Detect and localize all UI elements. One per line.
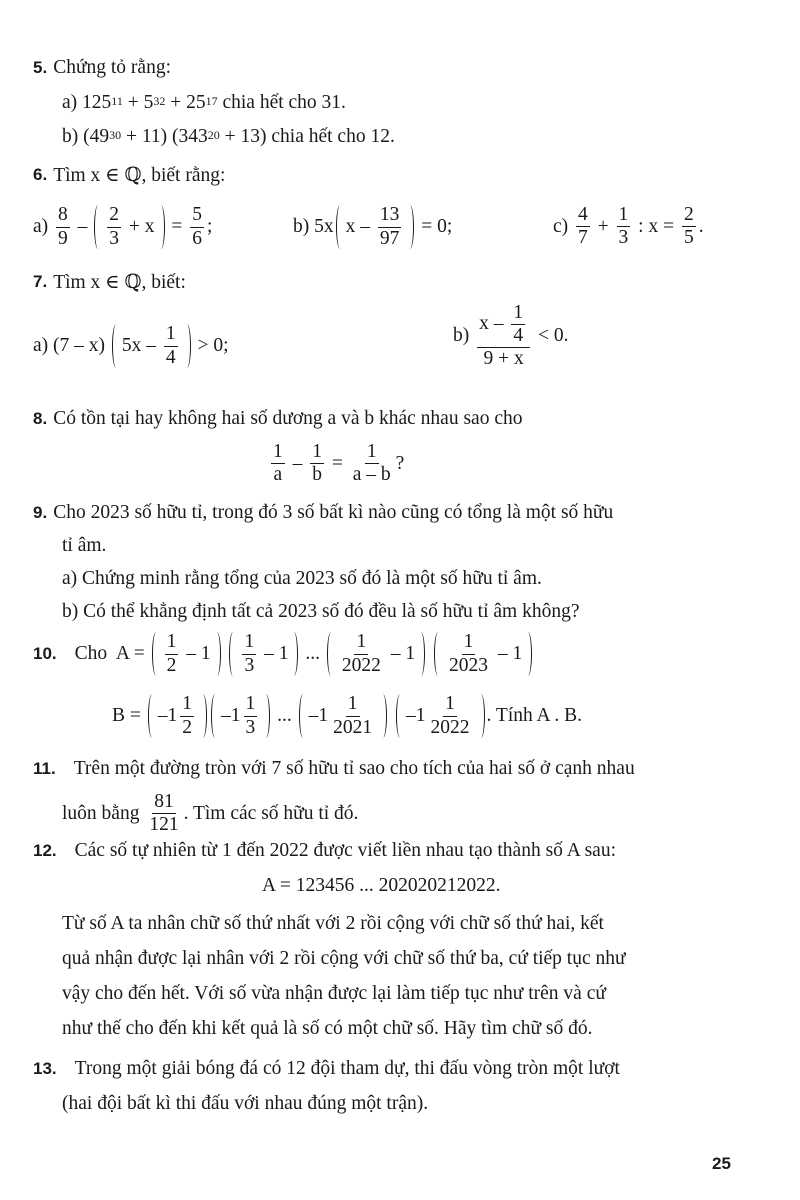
math-text: 2 bbox=[182, 716, 193, 738]
exponent: 11 bbox=[111, 93, 123, 108]
math-text: 5 bbox=[683, 227, 694, 249]
right-paren bbox=[213, 632, 221, 676]
math-text: Từ số A ta nhân chữ số thứ nhất với 2 rồi cộng với chữ số thứ hai, kết bbox=[62, 913, 604, 934]
denominator bbox=[242, 655, 256, 676]
math-text: 5x – bbox=[121, 335, 161, 356]
math-text: 4 bbox=[578, 204, 588, 225]
math-text: 6 bbox=[192, 227, 203, 249]
fraction bbox=[378, 205, 402, 249]
math-text: a – b bbox=[352, 464, 391, 486]
math-text: 3 bbox=[618, 227, 629, 249]
denominator bbox=[164, 347, 178, 368]
numerator bbox=[242, 632, 256, 654]
numerator bbox=[346, 694, 360, 716]
math-text: + 5 bbox=[122, 92, 154, 113]
p9-b bbox=[62, 601, 579, 623]
math-text: 1 bbox=[273, 441, 283, 462]
math-text: chia hết cho 31. bbox=[217, 92, 346, 113]
math-text: + 11) (343 bbox=[121, 126, 208, 147]
p12-line5 bbox=[62, 983, 606, 1005]
numerator bbox=[164, 324, 178, 346]
fraction bbox=[351, 442, 393, 486]
right-paren bbox=[477, 694, 485, 738]
p13-line2 bbox=[62, 1093, 428, 1115]
numerator bbox=[378, 205, 402, 227]
math-text: 1 bbox=[165, 323, 176, 345]
math-text: 97 bbox=[379, 227, 400, 249]
numerator bbox=[180, 694, 194, 716]
denominator bbox=[331, 717, 374, 738]
paren-content bbox=[406, 694, 475, 738]
math-text: 1 bbox=[166, 631, 177, 653]
numerator bbox=[310, 442, 324, 464]
math-text bbox=[223, 643, 228, 665]
p12-line2 bbox=[262, 875, 501, 897]
numerator bbox=[365, 442, 379, 464]
math-text: ? bbox=[395, 452, 405, 474]
p6-c bbox=[553, 205, 704, 249]
math-text: 1 bbox=[513, 301, 524, 323]
denominator bbox=[107, 228, 121, 249]
numerator bbox=[477, 303, 530, 349]
math-text: –1 bbox=[221, 705, 241, 726]
math-text: – 1 bbox=[181, 643, 211, 664]
math-text: 81 bbox=[154, 791, 174, 812]
math-text: a bbox=[273, 464, 283, 486]
right-paren bbox=[290, 632, 298, 676]
fraction bbox=[340, 632, 383, 676]
right-paren bbox=[262, 694, 270, 738]
fraction bbox=[242, 632, 256, 676]
math-text: ... bbox=[272, 705, 297, 726]
p12-line1 bbox=[33, 840, 616, 862]
math-text: b) 5x bbox=[293, 216, 334, 237]
denominator bbox=[165, 655, 179, 676]
math-text: 2 bbox=[109, 204, 120, 226]
math-text: –1 bbox=[157, 705, 178, 726]
denominator bbox=[378, 228, 402, 249]
math-text: Tìm x ∈ ℚ, biết: bbox=[53, 272, 186, 293]
math-text: 8 bbox=[58, 204, 68, 226]
math-text: + x bbox=[124, 216, 155, 237]
fraction bbox=[511, 303, 525, 347]
p5-title bbox=[33, 57, 171, 79]
problem-number: 8. bbox=[33, 409, 48, 428]
parenthesized-group bbox=[336, 205, 415, 249]
math-text: 1 bbox=[312, 441, 322, 462]
math-text: – 1 bbox=[385, 643, 416, 664]
paren-content bbox=[337, 632, 415, 676]
exponent: 32 bbox=[153, 93, 166, 108]
parenthesized-group bbox=[299, 694, 388, 738]
math-text: B = bbox=[112, 705, 146, 726]
left-paren bbox=[152, 632, 160, 676]
left-paren bbox=[336, 205, 344, 249]
math-text: 2021 bbox=[333, 716, 373, 738]
denominator bbox=[180, 717, 194, 738]
math-text: b bbox=[312, 464, 322, 486]
math-text: + bbox=[592, 215, 614, 237]
denominator bbox=[576, 227, 590, 248]
fraction bbox=[331, 694, 374, 738]
fraction bbox=[310, 442, 324, 486]
math-text: 2023 bbox=[448, 654, 488, 676]
paren-content bbox=[221, 694, 260, 738]
math-text: + 13) chia hết cho 12. bbox=[219, 126, 395, 147]
fraction bbox=[56, 205, 70, 249]
exponent: 30 bbox=[109, 127, 122, 142]
right-paren bbox=[199, 694, 207, 738]
right-paren bbox=[157, 205, 165, 249]
exponent: 20 bbox=[207, 127, 220, 142]
parenthesized-group bbox=[148, 694, 207, 738]
denominator bbox=[351, 464, 393, 485]
paren-content bbox=[162, 632, 211, 676]
math-text: Chứng tỏ rằng: bbox=[53, 57, 171, 78]
math-text: a) Chứng minh rằng tổng của 2023 số đó là một số hữu tỉ âm. bbox=[62, 568, 542, 589]
math-text: –1 bbox=[308, 705, 329, 726]
left-paren bbox=[396, 694, 404, 738]
p12-line3 bbox=[62, 913, 604, 935]
math-text: Các số tự nhiên từ 1 đến 2022 được viết liền nhau tạo thành số A sau: bbox=[74, 840, 616, 861]
numerator bbox=[190, 205, 204, 227]
paren-content bbox=[239, 632, 288, 676]
fraction bbox=[165, 632, 179, 676]
p6-a bbox=[33, 205, 212, 249]
p8-eq bbox=[268, 442, 404, 486]
problem-number: 13. bbox=[33, 1059, 57, 1078]
left-paren bbox=[229, 632, 237, 676]
math-text: 2022 bbox=[341, 654, 381, 676]
math-text: ; bbox=[207, 216, 213, 237]
math-text: 3 bbox=[245, 716, 256, 738]
right-paren bbox=[524, 632, 532, 676]
numerator bbox=[443, 694, 457, 716]
problem-number: 11. bbox=[33, 759, 56, 778]
math-text: : x = bbox=[633, 215, 679, 237]
p9-line1 bbox=[33, 502, 613, 524]
math-text: x – bbox=[345, 216, 375, 237]
math-text: 1 bbox=[463, 631, 474, 653]
p13-line1 bbox=[33, 1058, 620, 1080]
math-text: tỉ âm. bbox=[62, 535, 107, 556]
p11-line2 bbox=[62, 792, 358, 836]
fraction bbox=[477, 303, 530, 370]
math-text: Trong một giải bóng đá có 12 đội tham dự, thi đấu vòng tròn một lượt bbox=[74, 1058, 620, 1079]
p7-b bbox=[453, 303, 569, 370]
math-text: Cho 2023 số hữu tỉ, trong đó 3 số bất kì nào cũng có tổng là một số hữu bbox=[53, 502, 614, 523]
parenthesized-group bbox=[327, 632, 425, 676]
math-text: a) bbox=[33, 216, 54, 237]
right-paren bbox=[417, 632, 425, 676]
numerator bbox=[152, 792, 176, 814]
math-text: quả nhận được lại nhân với 2 rồi cộng với chữ số thứ ba, cứ tiếp tục như bbox=[62, 948, 626, 969]
numerator bbox=[617, 205, 631, 227]
numerator bbox=[244, 694, 258, 716]
p12-line6 bbox=[62, 1018, 593, 1040]
fraction bbox=[447, 632, 490, 676]
math-text: 2 bbox=[683, 204, 694, 225]
problem-number: 10. bbox=[33, 644, 57, 663]
fraction bbox=[190, 205, 204, 249]
math-text: = bbox=[327, 452, 348, 474]
problem-number: 5. bbox=[33, 58, 48, 77]
math-text: – bbox=[287, 452, 308, 474]
math-text: = 0; bbox=[416, 216, 453, 237]
math-text: 2 bbox=[166, 654, 177, 676]
p6-b bbox=[293, 205, 452, 249]
numerator bbox=[511, 303, 525, 325]
math-text: 1 bbox=[244, 631, 255, 653]
problem-number: 7. bbox=[33, 272, 48, 291]
math-text: Tìm x ∈ ℚ, biết rằng: bbox=[53, 165, 226, 186]
denominator bbox=[147, 814, 180, 835]
fraction bbox=[576, 205, 590, 249]
math-text: > 0; bbox=[192, 335, 229, 356]
math-text: . Tìm các số hữu tỉ đó. bbox=[183, 802, 359, 824]
numerator bbox=[56, 205, 70, 227]
paren-content bbox=[309, 694, 378, 738]
math-text: –1 bbox=[406, 705, 426, 726]
denominator bbox=[511, 325, 525, 346]
p10-A bbox=[33, 632, 534, 676]
math-text: 5 bbox=[192, 204, 203, 226]
math-text: 121 bbox=[149, 814, 179, 836]
left-paren bbox=[148, 694, 156, 738]
parenthesized-group bbox=[229, 632, 298, 676]
math-text: 1 bbox=[366, 441, 377, 462]
math-text: 7 bbox=[578, 227, 588, 249]
fraction bbox=[617, 205, 631, 249]
math-text: như thế cho đến khi kết quả là số có một chữ số. Hãy tìm chữ số đó. bbox=[62, 1018, 593, 1039]
math-text: (hai đội bất kì thi đấu với nhau đúng một trận). bbox=[62, 1093, 429, 1114]
problem-number: 12. bbox=[33, 841, 57, 860]
denominator bbox=[272, 464, 285, 485]
p7-a bbox=[33, 324, 229, 368]
fraction bbox=[147, 792, 180, 836]
paren-content bbox=[104, 205, 154, 249]
denominator bbox=[56, 228, 70, 249]
paren-content bbox=[346, 205, 405, 249]
p5-b bbox=[62, 126, 395, 148]
fraction bbox=[682, 205, 696, 249]
math-text: vậy cho đến hết. Với số vừa nhận được lại làm tiếp tục như trên và cứ bbox=[62, 983, 606, 1004]
math-text: 1 bbox=[347, 693, 358, 715]
math-text: 3 bbox=[109, 227, 120, 249]
fraction bbox=[164, 324, 178, 368]
right-paren bbox=[183, 324, 191, 368]
denominator bbox=[447, 655, 490, 676]
left-paren bbox=[211, 694, 219, 738]
math-text: . Tính A . B. bbox=[486, 705, 583, 726]
page-number: 25 bbox=[712, 1154, 731, 1173]
parenthesized-group bbox=[396, 694, 485, 738]
fraction bbox=[244, 694, 258, 738]
parenthesized-group bbox=[211, 694, 270, 738]
left-paren bbox=[112, 324, 120, 368]
denominator bbox=[310, 464, 324, 485]
problem-number: 9. bbox=[33, 503, 48, 522]
fraction bbox=[107, 205, 121, 249]
denominator bbox=[682, 227, 696, 248]
math-text: A = 123456 ... 202020212022. bbox=[262, 875, 501, 896]
math-text: 1 bbox=[356, 631, 367, 653]
math-text: 3 bbox=[244, 654, 255, 676]
math-text bbox=[389, 705, 394, 727]
math-text: b) bbox=[453, 325, 475, 347]
math-text: 1 bbox=[245, 693, 256, 715]
left-paren bbox=[299, 694, 307, 738]
math-text: a) (7 – x) bbox=[33, 335, 110, 356]
math-text: 2022 bbox=[430, 716, 470, 738]
exponent: 17 bbox=[205, 93, 218, 108]
problem-number: 6. bbox=[33, 165, 48, 184]
numerator bbox=[107, 205, 121, 227]
math-text: 1 bbox=[445, 693, 455, 715]
p8-title bbox=[33, 408, 522, 430]
p9-line2 bbox=[62, 535, 106, 557]
denominator bbox=[482, 348, 526, 369]
numerator bbox=[462, 632, 476, 654]
right-paren bbox=[406, 205, 414, 249]
math-text: – bbox=[72, 216, 93, 237]
math-text: Trên một đường tròn với 7 số hữu tỉ sao cho tích của hai số ở cạnh nhau bbox=[73, 758, 635, 779]
math-text: x – bbox=[479, 313, 509, 335]
paren-content bbox=[158, 694, 197, 738]
math-text: < 0. bbox=[533, 325, 569, 347]
math-text: 13 bbox=[379, 204, 400, 226]
parenthesized-group bbox=[434, 632, 532, 676]
math-text: 1 bbox=[182, 693, 193, 715]
denominator bbox=[340, 655, 383, 676]
denominator bbox=[429, 717, 472, 738]
paren-content bbox=[444, 632, 522, 676]
parenthesized-group bbox=[112, 324, 191, 368]
numerator bbox=[682, 205, 696, 227]
numerator bbox=[271, 442, 285, 464]
math-text: . bbox=[698, 215, 704, 237]
left-paren bbox=[434, 632, 442, 676]
left-paren bbox=[94, 205, 102, 249]
math-text: Có tồn tại hay không hai số dương a và b khác nhau sao cho bbox=[53, 408, 523, 429]
math-text: c) bbox=[553, 215, 574, 237]
p10-B bbox=[112, 694, 582, 738]
parenthesized-group bbox=[94, 205, 164, 249]
left-paren bbox=[327, 632, 335, 676]
numerator bbox=[165, 632, 179, 654]
paren-content bbox=[122, 324, 181, 368]
math-text: + 25 bbox=[165, 92, 206, 113]
math-text: ... bbox=[300, 643, 325, 664]
fraction bbox=[271, 442, 285, 486]
numerator bbox=[576, 205, 590, 227]
math-text: b) (49 bbox=[62, 126, 110, 147]
math-text: 9 + x bbox=[483, 348, 524, 370]
math-text: b) Có thể khẳng định tất cả 2023 số đó đều là số hữu tỉ âm không? bbox=[62, 601, 580, 622]
p5-a bbox=[62, 92, 346, 114]
denominator bbox=[617, 227, 631, 248]
math-text bbox=[427, 643, 432, 665]
denominator bbox=[244, 717, 258, 738]
math-text: Cho A = bbox=[74, 643, 150, 664]
math-text: 4 bbox=[513, 324, 524, 346]
numerator bbox=[354, 632, 368, 654]
math-text: – 1 bbox=[259, 643, 289, 664]
p9-a bbox=[62, 568, 542, 590]
math-text: luôn bằng bbox=[62, 802, 145, 824]
p7-title bbox=[33, 270, 186, 294]
math-text: 4 bbox=[165, 346, 176, 368]
p12-line4 bbox=[62, 948, 626, 970]
p11-line1 bbox=[33, 758, 635, 780]
math-text: 9 bbox=[58, 227, 68, 249]
math-text: = bbox=[166, 216, 188, 237]
denominator bbox=[190, 228, 204, 249]
parenthesized-group bbox=[152, 632, 221, 676]
math-text: a) 125 bbox=[62, 92, 112, 113]
fraction bbox=[429, 694, 472, 738]
fraction bbox=[180, 694, 194, 738]
math-text: – 1 bbox=[492, 643, 523, 664]
math-text: 1 bbox=[618, 204, 629, 225]
p6-title bbox=[33, 163, 225, 187]
right-paren bbox=[379, 694, 387, 738]
